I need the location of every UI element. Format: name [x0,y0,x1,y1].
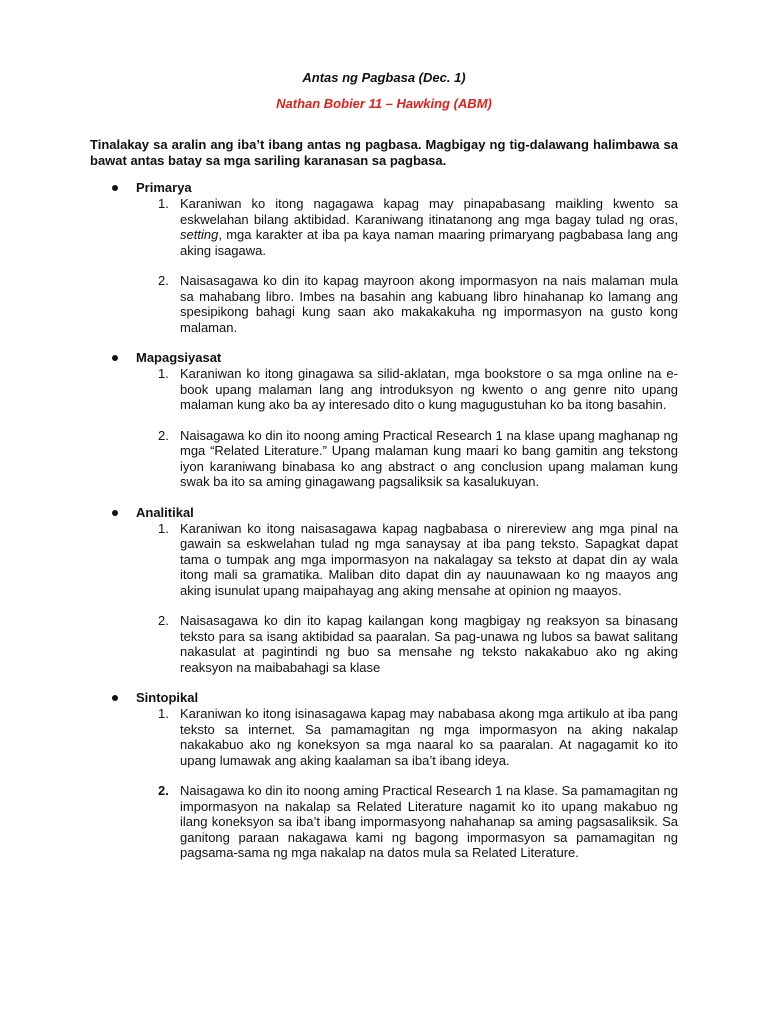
document-subtitle: Nathan Bobier 11 – Hawking (ABM) [276,96,492,111]
item-text-italic: setting [180,227,219,242]
item-text: Naisasagawa ko din ito kapag mayroon akong impormasyon na nais malaman mula sa mahabang libro. Imbes na basahin ang kabuang libro hinahanap ko lamang ang spesipikong bahagi kung saan ako makakakuha ng impormasyon na gusto kong malaman. [180,273,678,335]
assignment-prompt: Tinalakay sa aralin ang iba’t ibang antas ng pagbasa. Magbigay ng tig-dalawang halimbawa sa bawat antas batay sa mga sariling karanasan sa pagbasa. [90,137,678,168]
item-text: Naisasagawa ko din ito kapag kailangan kong magbigay ng reaksyon sa binasang teksto para sa isang aktibidad sa paaralan. Sa pag-unawa ng lubos sa bawat salitang nakasulat at pagintindi ng buo sa mensahe ng teksto nakakabuo ako ng aking reaksyon na maibabahagi sa klase [180,613,678,675]
section-title: Primarya [136,180,192,195]
item-number: 2. [158,613,169,628]
item-text: Karaniwan ko itong isinasagawa kapag may nababasa akong mga artikulo at iba pang teksto sa internet. Sa pamamagitan ng mga impormasyon na aking nakalap nakakabuo ako ng koneksyon sa mga naaral ko sa paaralan. At nagagamit ko ito upang lumawak ang aking kaalaman sa iba’t ibang ideya. [180,706,678,768]
list-item [90,706,678,768]
section-mapagsiyasat [90,350,678,490]
section-title: Analitikal [136,504,194,520]
bullet-icon [112,185,118,191]
list-item [90,521,678,599]
example-list [90,521,678,676]
section-title: Sintopikal [136,690,199,705]
list-item [90,196,678,258]
reading-levels-list [90,180,678,861]
section-sintopikal [90,690,678,861]
example-list [90,196,678,335]
item-text-part: , mga karakter at iba pa kaya naman maaring primaryang pagbabasa lang ang aking isagawa. [180,227,678,258]
example-list [90,366,678,490]
list-item [90,366,678,413]
item-text-part: Karaniwan ko itong nagagawa kapag may pinapabasang maikling kwento sa eskwelahan bilang aktibidad. Karaniwang itinatanong ang mga bagay tulad ng oras, [180,196,678,227]
item-number: 1. [158,366,169,381]
item-text: Karaniwan ko itong ginagawa sa silid-aklatan, mga bookstore o sa mga online na e-book upang malaman lang ang introduksyon ng kwento o ang genre nito upang malaman kung ako ba ay interesado dito o kung magugustuhan ko ba itong basahin. [180,366,678,412]
item-text [180,196,678,258]
example-list [90,706,678,861]
list-item [90,428,678,490]
item-number: 2. [158,273,169,288]
list-item [90,273,678,335]
section-primarya [90,180,678,335]
item-text: Karaniwan ko itong naisasagawa kapag nagbabasa o nirereview ang mga pinal na gawain sa eskwelahan tulad ng mga sanaysay at iba pang teksto. Sapagkat dapat tama o tumpak ang mga impormasyon na nakalagay sa teksto at dapat din ay wala itong mali sa gramatika. Maliban dito dapat din ay nauunawaan ko ng maayos ang aking isunulat upang maipahayag ang aking mensahe at opinion ng maayos. [180,520,678,598]
bullet-icon [112,695,118,701]
item-number: 1. [158,520,169,536]
bullet-icon [112,355,118,361]
item-number: 1. [158,196,169,211]
item-number: 2. [158,427,169,443]
item-number: 2. [158,783,169,798]
section-title: Mapagsiyasat [136,350,222,365]
list-item [90,613,678,675]
document-title: Antas ng Pagbasa (Dec. 1) [302,70,466,85]
item-text: Naisagawa ko din ito noong aming Practical Research 1 na klase. Sa pamamagitan ng impormasyon na nakalap sa Related Literature nagamit ko ito upang makabuo ng ilang koneksyon sa iba’t ibang impormasyong nahahanap sa aming pagsasaliksik. Sa ganitong paraan nakagawa kami ng bagong impormasyon sa pamamagitan ng pagsama-sama ng mga nakalap na datos mula sa Related Literature. [180,783,678,860]
list-item [90,783,678,861]
bullet-icon [112,510,118,516]
item-number: 1. [158,706,169,721]
item-text: Naisagawa ko din ito noong aming Practical Research 1 na klase upang maghanap ng mga “Related Literature.” Upang malaman kung maari ko bang gamitin ang tekstong iyon karaniwang binabasa ko ang abstract o ang conclusion upang malaman kung swak ba ito sa aming ginagawang pagsaliksik sa kasalukuyan. [180,427,678,489]
section-analitikal [90,505,678,676]
